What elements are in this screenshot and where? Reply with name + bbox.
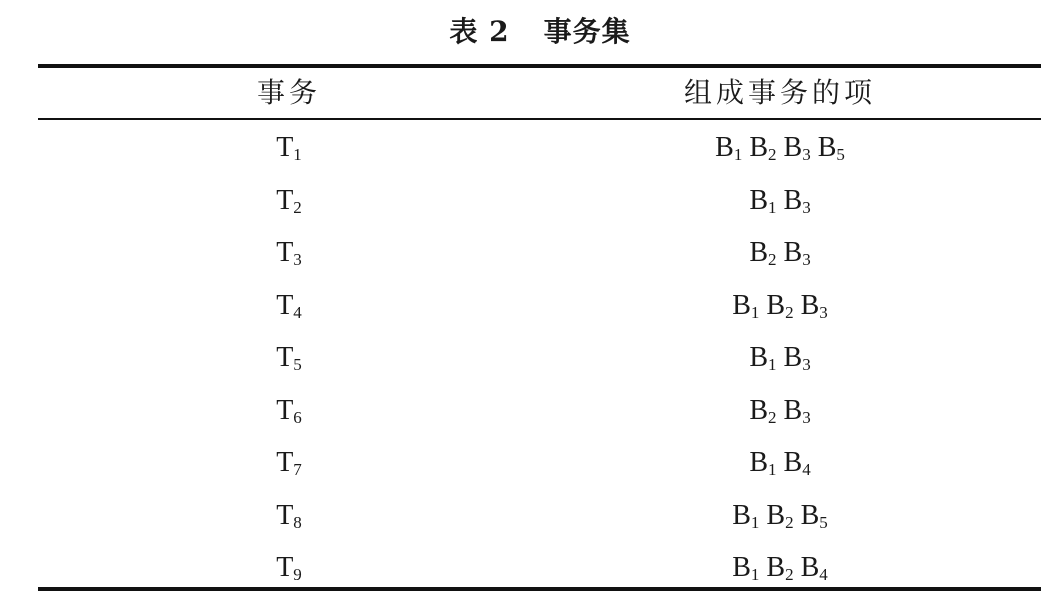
header-rule: [38, 118, 1041, 120]
items-cell: $B_1$ $B_4$: [749, 447, 811, 479]
table-header: [38, 68, 1041, 118]
table-row: [38, 332, 1041, 385]
table-row: [38, 280, 1041, 333]
transaction-cell: $T_1$: [276, 132, 302, 164]
items-cell: $B_1$ $B_2$ $B_4$: [732, 552, 828, 584]
table-row: [38, 122, 1041, 175]
transaction-cell: $T_6$: [276, 394, 302, 427]
items-cell: $B_1$ $B_3$: [749, 184, 811, 217]
table-body: [38, 122, 1041, 595]
table-row: [38, 490, 1041, 543]
transaction-cell: $T_3$: [276, 237, 302, 269]
table-title: 事务集: [543, 15, 631, 48]
items-cell: $B_2$ $B_3$: [749, 237, 811, 269]
table-row: [38, 385, 1041, 438]
items-cell: $B_2$ $B_3$: [749, 394, 811, 427]
bottom-rule: [38, 587, 1041, 591]
transaction-cell: $T_9$: [276, 552, 302, 584]
items-cell: $B_1$ $B_3$: [749, 342, 811, 374]
items-cell: $B_1$ $B_2$ $B_3$: [732, 289, 828, 322]
table-row: [38, 175, 1041, 228]
table-number: 表 2: [449, 15, 510, 48]
transaction-cell: $T_8$: [276, 499, 302, 532]
column-header-items: 组成事务的项: [683, 76, 876, 109]
transaction-cell: $T_5$: [276, 342, 302, 374]
items-cell: $B_1$ $B_2$ $B_5$: [732, 499, 828, 532]
column-header-transaction: 事务: [256, 76, 321, 109]
table-row: [38, 227, 1041, 280]
table-caption: [0, 14, 1046, 50]
items-cell: $B_1$ $B_2$ $B_3$ $B_5$: [715, 132, 845, 164]
table-row: [38, 437, 1041, 490]
transaction-cell: $T_4$: [276, 289, 302, 322]
transaction-cell: $T_2$: [276, 184, 302, 217]
transaction-cell: $T_7$: [276, 447, 302, 479]
